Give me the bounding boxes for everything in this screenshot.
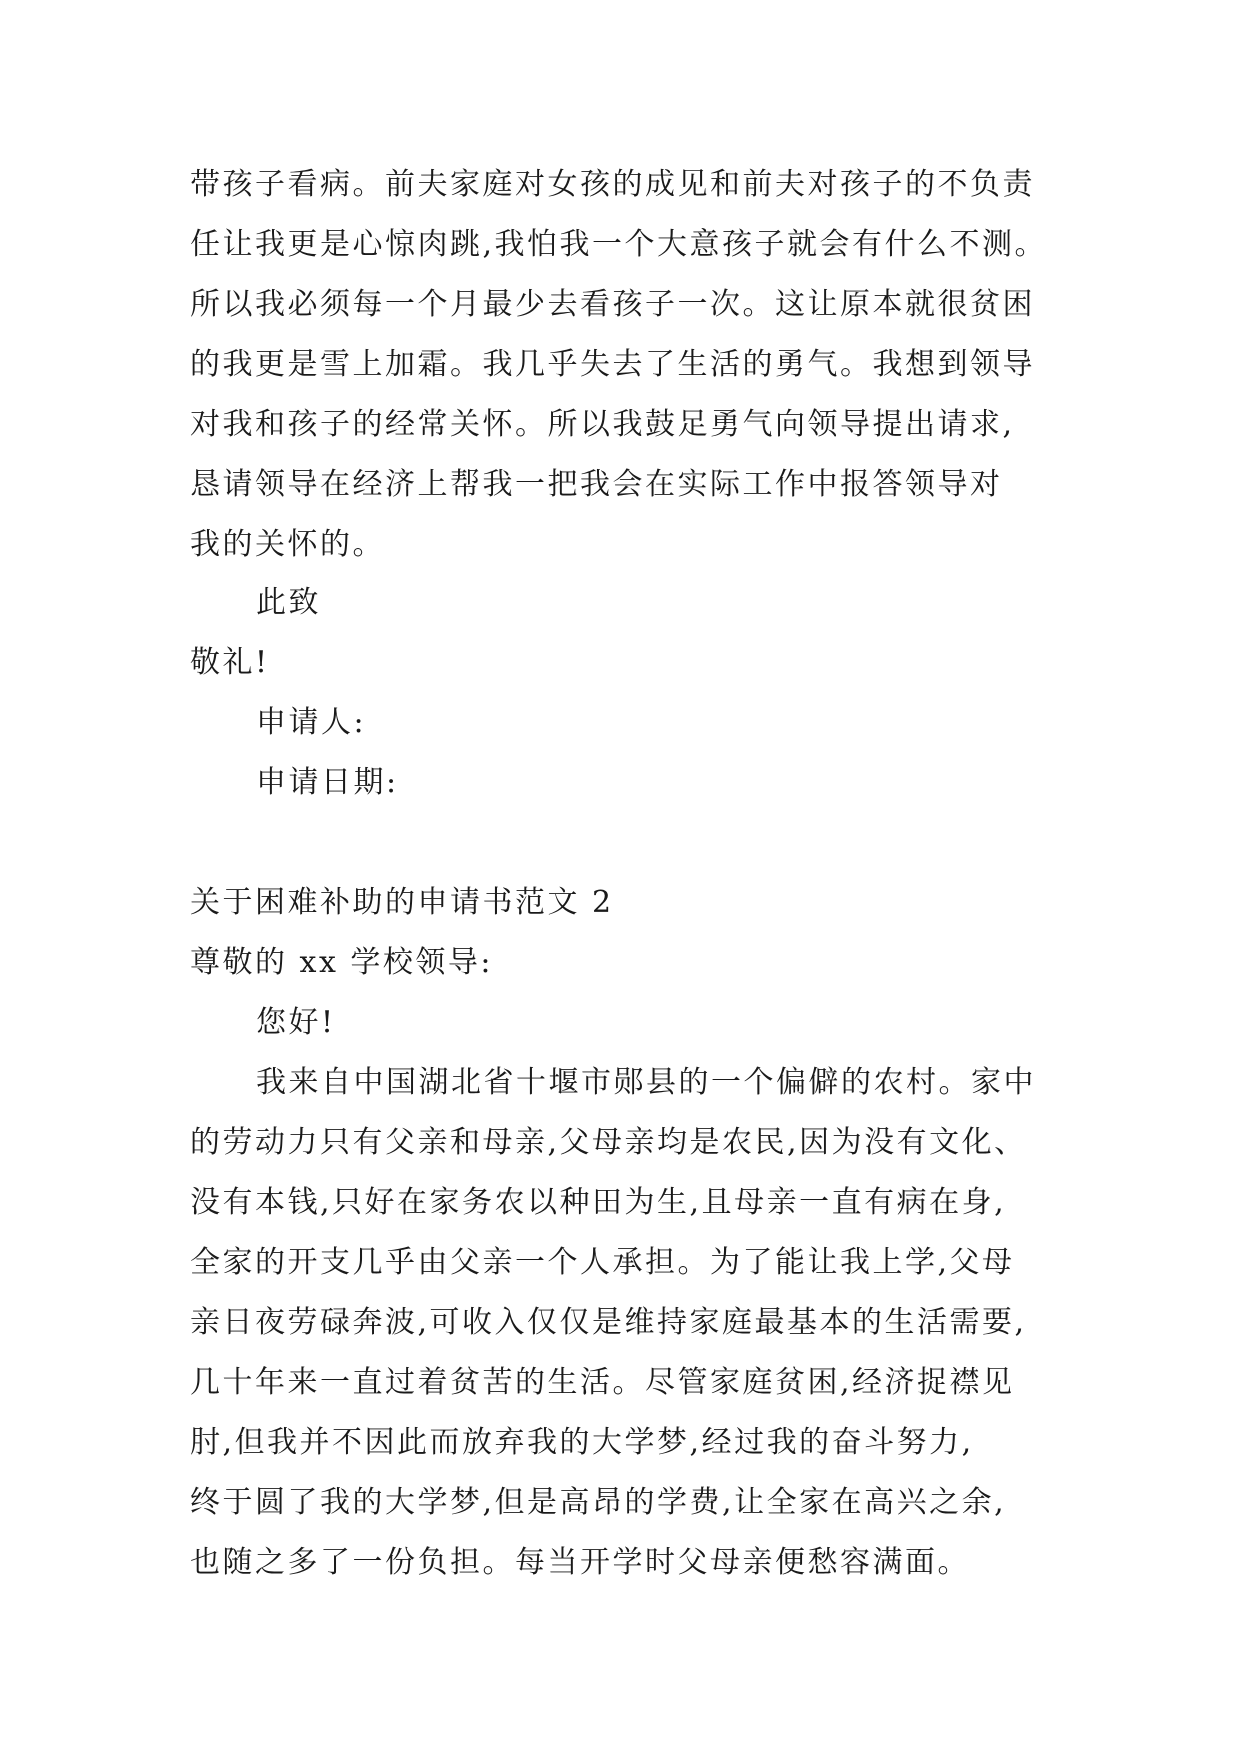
paragraph-line: 肘,但我并不因此而放弃我的大学梦,经过我的奋斗努力, [190,1425,974,1460]
paragraph-line: 任让我更是心惊肉跳,我怕我一个大意孩子就会有什么不测。 [190,227,1048,262]
closing-cizhi: 此致 [256,585,321,620]
applicant-label: 申请人: [256,705,367,740]
greeting: 您好! [256,1005,336,1040]
paragraph-line: 的我更是雪上加霜。我几乎失去了生活的勇气。我想到领导 [190,347,1035,382]
paragraph-line: 亲日夜劳碌奔波,可收入仅仅是维持家庭最基本的生活需要, [190,1305,1027,1340]
paragraph-line: 所以我必须每一个月最少去看孩子一次。这让原本就很贫困 [190,287,1035,322]
paragraph-line: 没有本钱,只好在家务农以种田为生,且母亲一直有病在身, [190,1185,1007,1220]
salutation: 尊敬的 xx 学校领导: [190,945,494,980]
paragraph-line: 带孩子看病。前夫家庭对女孩的成见和前夫对孩子的不负责 [190,167,1035,202]
date-label: 申请日期: [256,765,399,800]
paragraph-line: 的劳动力只有父亲和母亲,父母亲均是农民,因为没有文化、 [190,1125,1027,1160]
paragraph-line: 终于圆了我的大学梦,但是高昂的学费,让全家在高兴之余, [190,1485,1007,1520]
section-title: 关于困难补助的申请书范文 2 [190,885,614,920]
paragraph-line: 我的关怀的。 [190,527,385,562]
paragraph-line: 我来自中国湖北省十堰市郧县的一个偏僻的农村。家中 [256,1065,1036,1100]
paragraph-line: 对我和孩子的经常关怀。所以我鼓足勇气向领导提出请求, [190,407,1015,442]
paragraph-line: 也随之多了一份负担。每当开学时父母亲便愁容满面。 [190,1545,970,1580]
closing-jingli: 敬礼! [190,645,270,680]
paragraph-line: 恳请领导在经济上帮我一把我会在实际工作中报答领导对 [190,467,1003,502]
paragraph-line: 几十年来一直过着贫苦的生活。尽管家庭贫困,经济捉襟见 [190,1365,1015,1400]
paragraph-line: 全家的开支几乎由父亲一个人承担。为了能让我上学,父母 [190,1245,1015,1280]
